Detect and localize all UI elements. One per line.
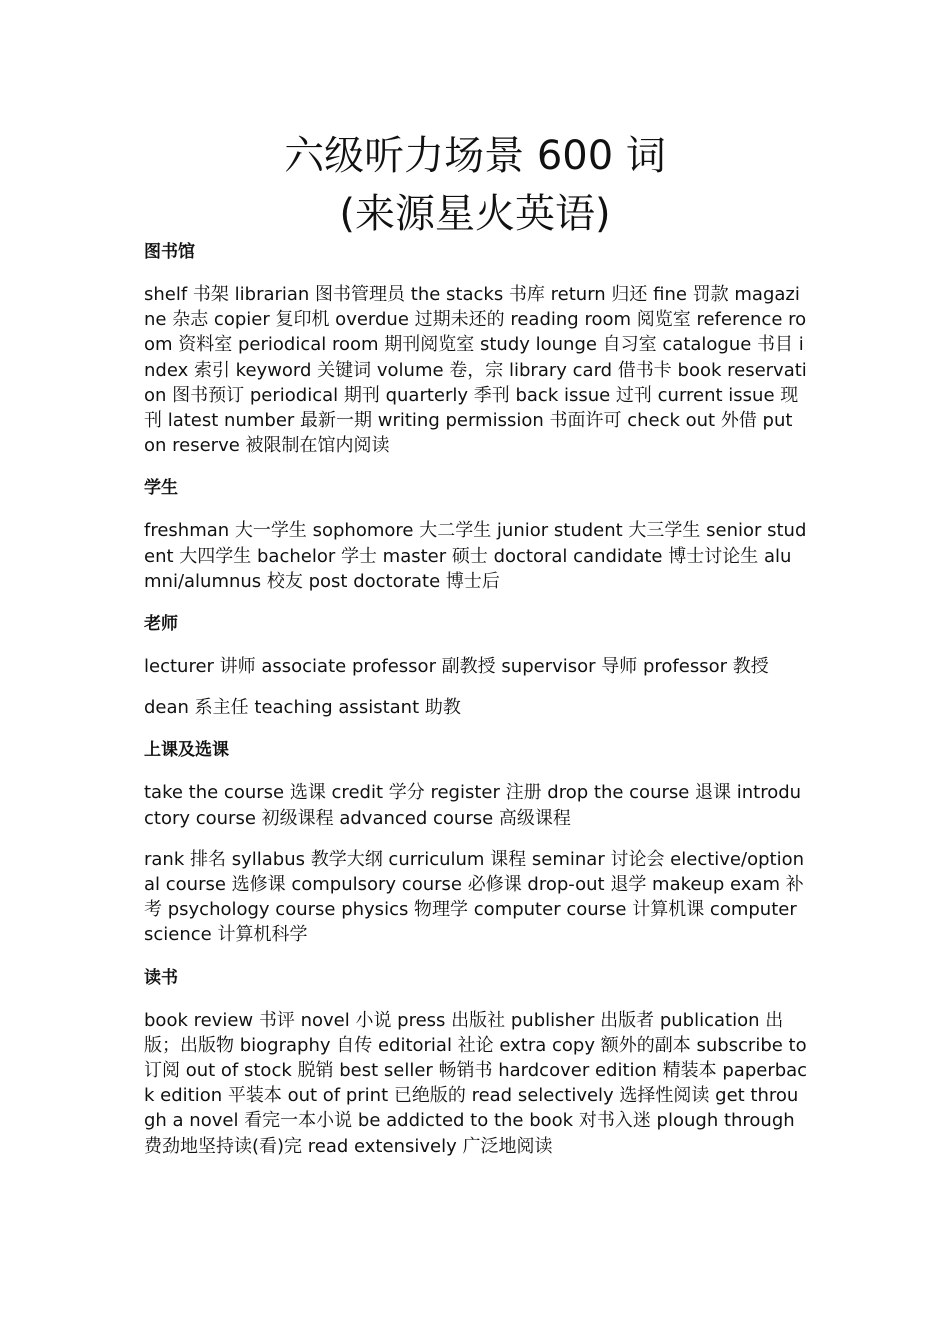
section-teachers [144, 610, 808, 720]
section-heading: 上课及选课 [144, 740, 229, 761]
section-courses [144, 736, 808, 947]
document-title-line-1: 六级听力场景 600 词 [284, 133, 666, 179]
section-library [144, 238, 808, 458]
section-paragraph: take the course 选课 credit 学分 register 注册 drop the course 退课 introductory course 初级课程 advanced course 高级课程 [144, 782, 802, 829]
section-heading: 读书 [144, 967, 178, 988]
section-students [144, 474, 808, 594]
section-heading: 老师 [144, 614, 178, 635]
section-paragraph: shelf 书架 librarian 图书管理员 the stacks 书库 return 归还 fine 罚款 magazine 杂志 copier 复印机 overdue 过期未还的 reading room 阅览室 reference room 资料室 periodical room 期刊阅览室 study lounge 自习室 catalogue 书目 index 索引 keyword 关键词 volume 卷，宗 library card 借书卡 book reservation 图书预订 periodical 期刊 quarterly 季刊 back issue 过刊 current issue 现刊 latest number 最新一期 writing permission 书面许可 check out 外借 put on reserve 被限制在馆内阅读 [144, 284, 807, 457]
document-title-line-2: (来源星火英语) [339, 191, 611, 237]
section-paragraph: rank 排名 syllabus 教学大纲 curriculum 课程 seminar 讨论会 elective/optional course 选修课 compulsory course 必修课 drop-out 退学 makeup exam 补考 psychology course physics 物理学 computer course 计算机课 computer science 计算机科学 [144, 848, 804, 946]
section-reading [144, 964, 808, 1159]
section-paragraph: lecturer 讲师 associate professor 副教授 supervisor 导师 professor 教授 [144, 656, 769, 678]
section-paragraph: dean 系主任 teaching assistant 助教 [144, 697, 461, 719]
section-paragraph: freshman 大一学生 sophomore 大二学生 junior student 大三学生 senior student 大四学生 bachelor 学士 master 硕士 doctoral candidate 博士讨论生 alumni/alumnus 校友 post doctorate 博士后 [144, 520, 807, 592]
section-paragraph: book review 书评 novel 小说 press 出版社 publisher 出版者 publication 出版；出版物 biography 自传 editorial 社论 extra copy 额外的副本 subscribe to 订阅 out of stock 脱销 best seller 畅销书 hardcover edition 精装本 paperback edition 平装本 out of print 已绝版的 read selectively 选择性阅读 get through a novel 看完一本小说 be addicted to the book 对书入迷 plough through 费劲地坚持读(看)完 read extensively 广泛地阅读 [144, 1009, 808, 1157]
section-heading: 图书馆 [144, 242, 195, 262]
section-heading: 学生 [144, 478, 178, 499]
document-body [144, 238, 808, 1175]
